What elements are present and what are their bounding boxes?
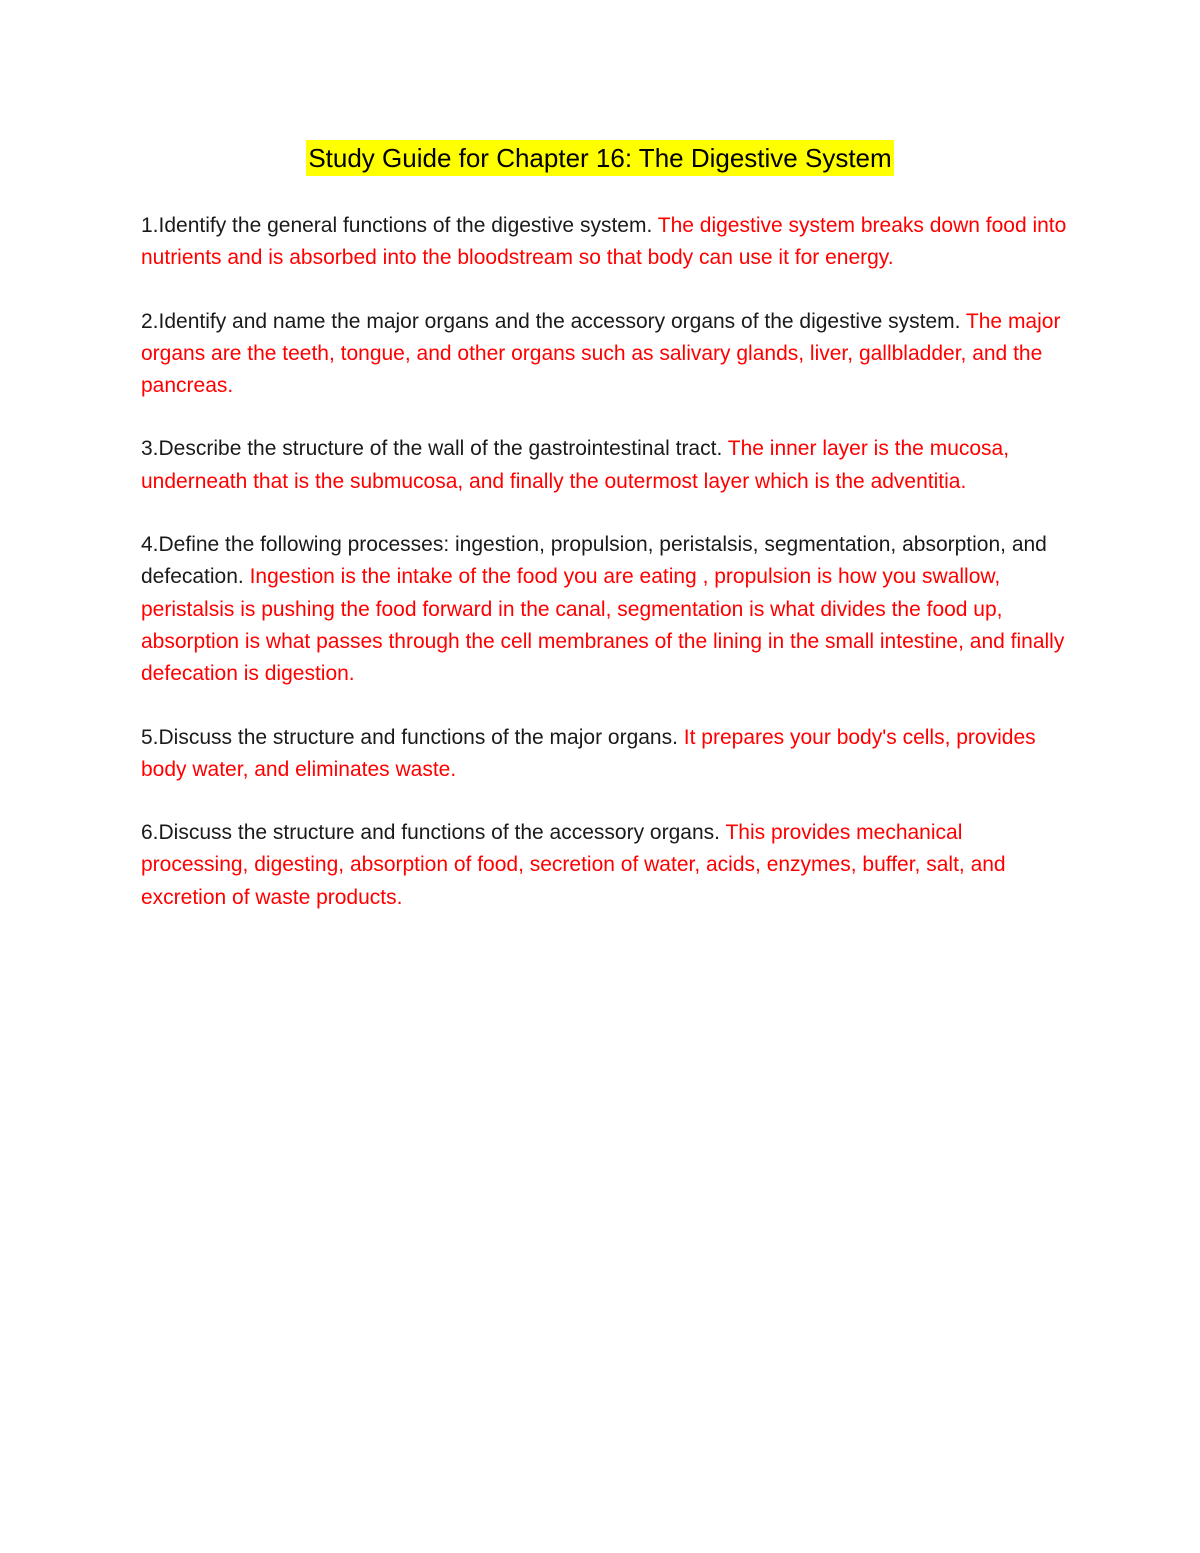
question-text: 4.Define the following processes: ingestion, propulsion, peristalsis, segmentation, absorption, and defecation. — [141, 533, 1047, 589]
qa-item-4 — [141, 529, 1071, 690]
qa-item-2 — [141, 306, 1071, 403]
question-list — [141, 210, 1071, 945]
question-text: 6.Discuss the structure and functions of the accessory organs. — [141, 821, 720, 845]
answer-text: The major organs are the teeth, tongue, and other organs such as salivary glands, liver, gallbladder, and the pancreas. — [141, 309, 1061, 398]
answer-text: Ingestion is the intake of the food you are eating , propulsion is how you swallow, peristalsis is pushing the food forward in the canal, segmentation is what divides the food up, absorption is what passes through the cell membranes of the lining in the small intestine, and finally defecation is digestion. — [141, 565, 1065, 686]
document-title: Study Guide for Chapter 16: The Digestive System — [306, 140, 893, 176]
question-text: 2.Identify and name the major organs and the accessory organs of the digestive system. — [141, 309, 961, 333]
qa-item-5 — [141, 722, 1071, 787]
answer-text: The digestive system breaks down food into nutrients and is absorbed into the bloodstream so that body can use it for energy. — [141, 214, 1067, 270]
qa-item-6 — [141, 817, 1071, 914]
qa-item-3 — [141, 433, 1071, 498]
title-container — [0, 140, 1200, 176]
question-text: 3.Describe the structure of the wall of the gastrointestinal tract. — [141, 437, 723, 461]
answer-text: This provides mechanical processing, digesting, absorption of food, secretion of water, acids, enzymes, buffer, salt, and excretion of waste products. — [141, 821, 1006, 909]
question-text: 5.Discuss the structure and functions of the major organs. — [141, 725, 678, 749]
answer-text: The inner layer is the mucosa, underneath that is the submucosa, and finally the outermost layer which is the adventitia. — [141, 437, 1010, 493]
answer-text: It prepares your body's cells, provides body water, and eliminates waste. — [141, 725, 1036, 781]
qa-item-1 — [141, 210, 1071, 275]
question-text: 1.Identify the general functions of the digestive system. — [141, 214, 653, 237]
